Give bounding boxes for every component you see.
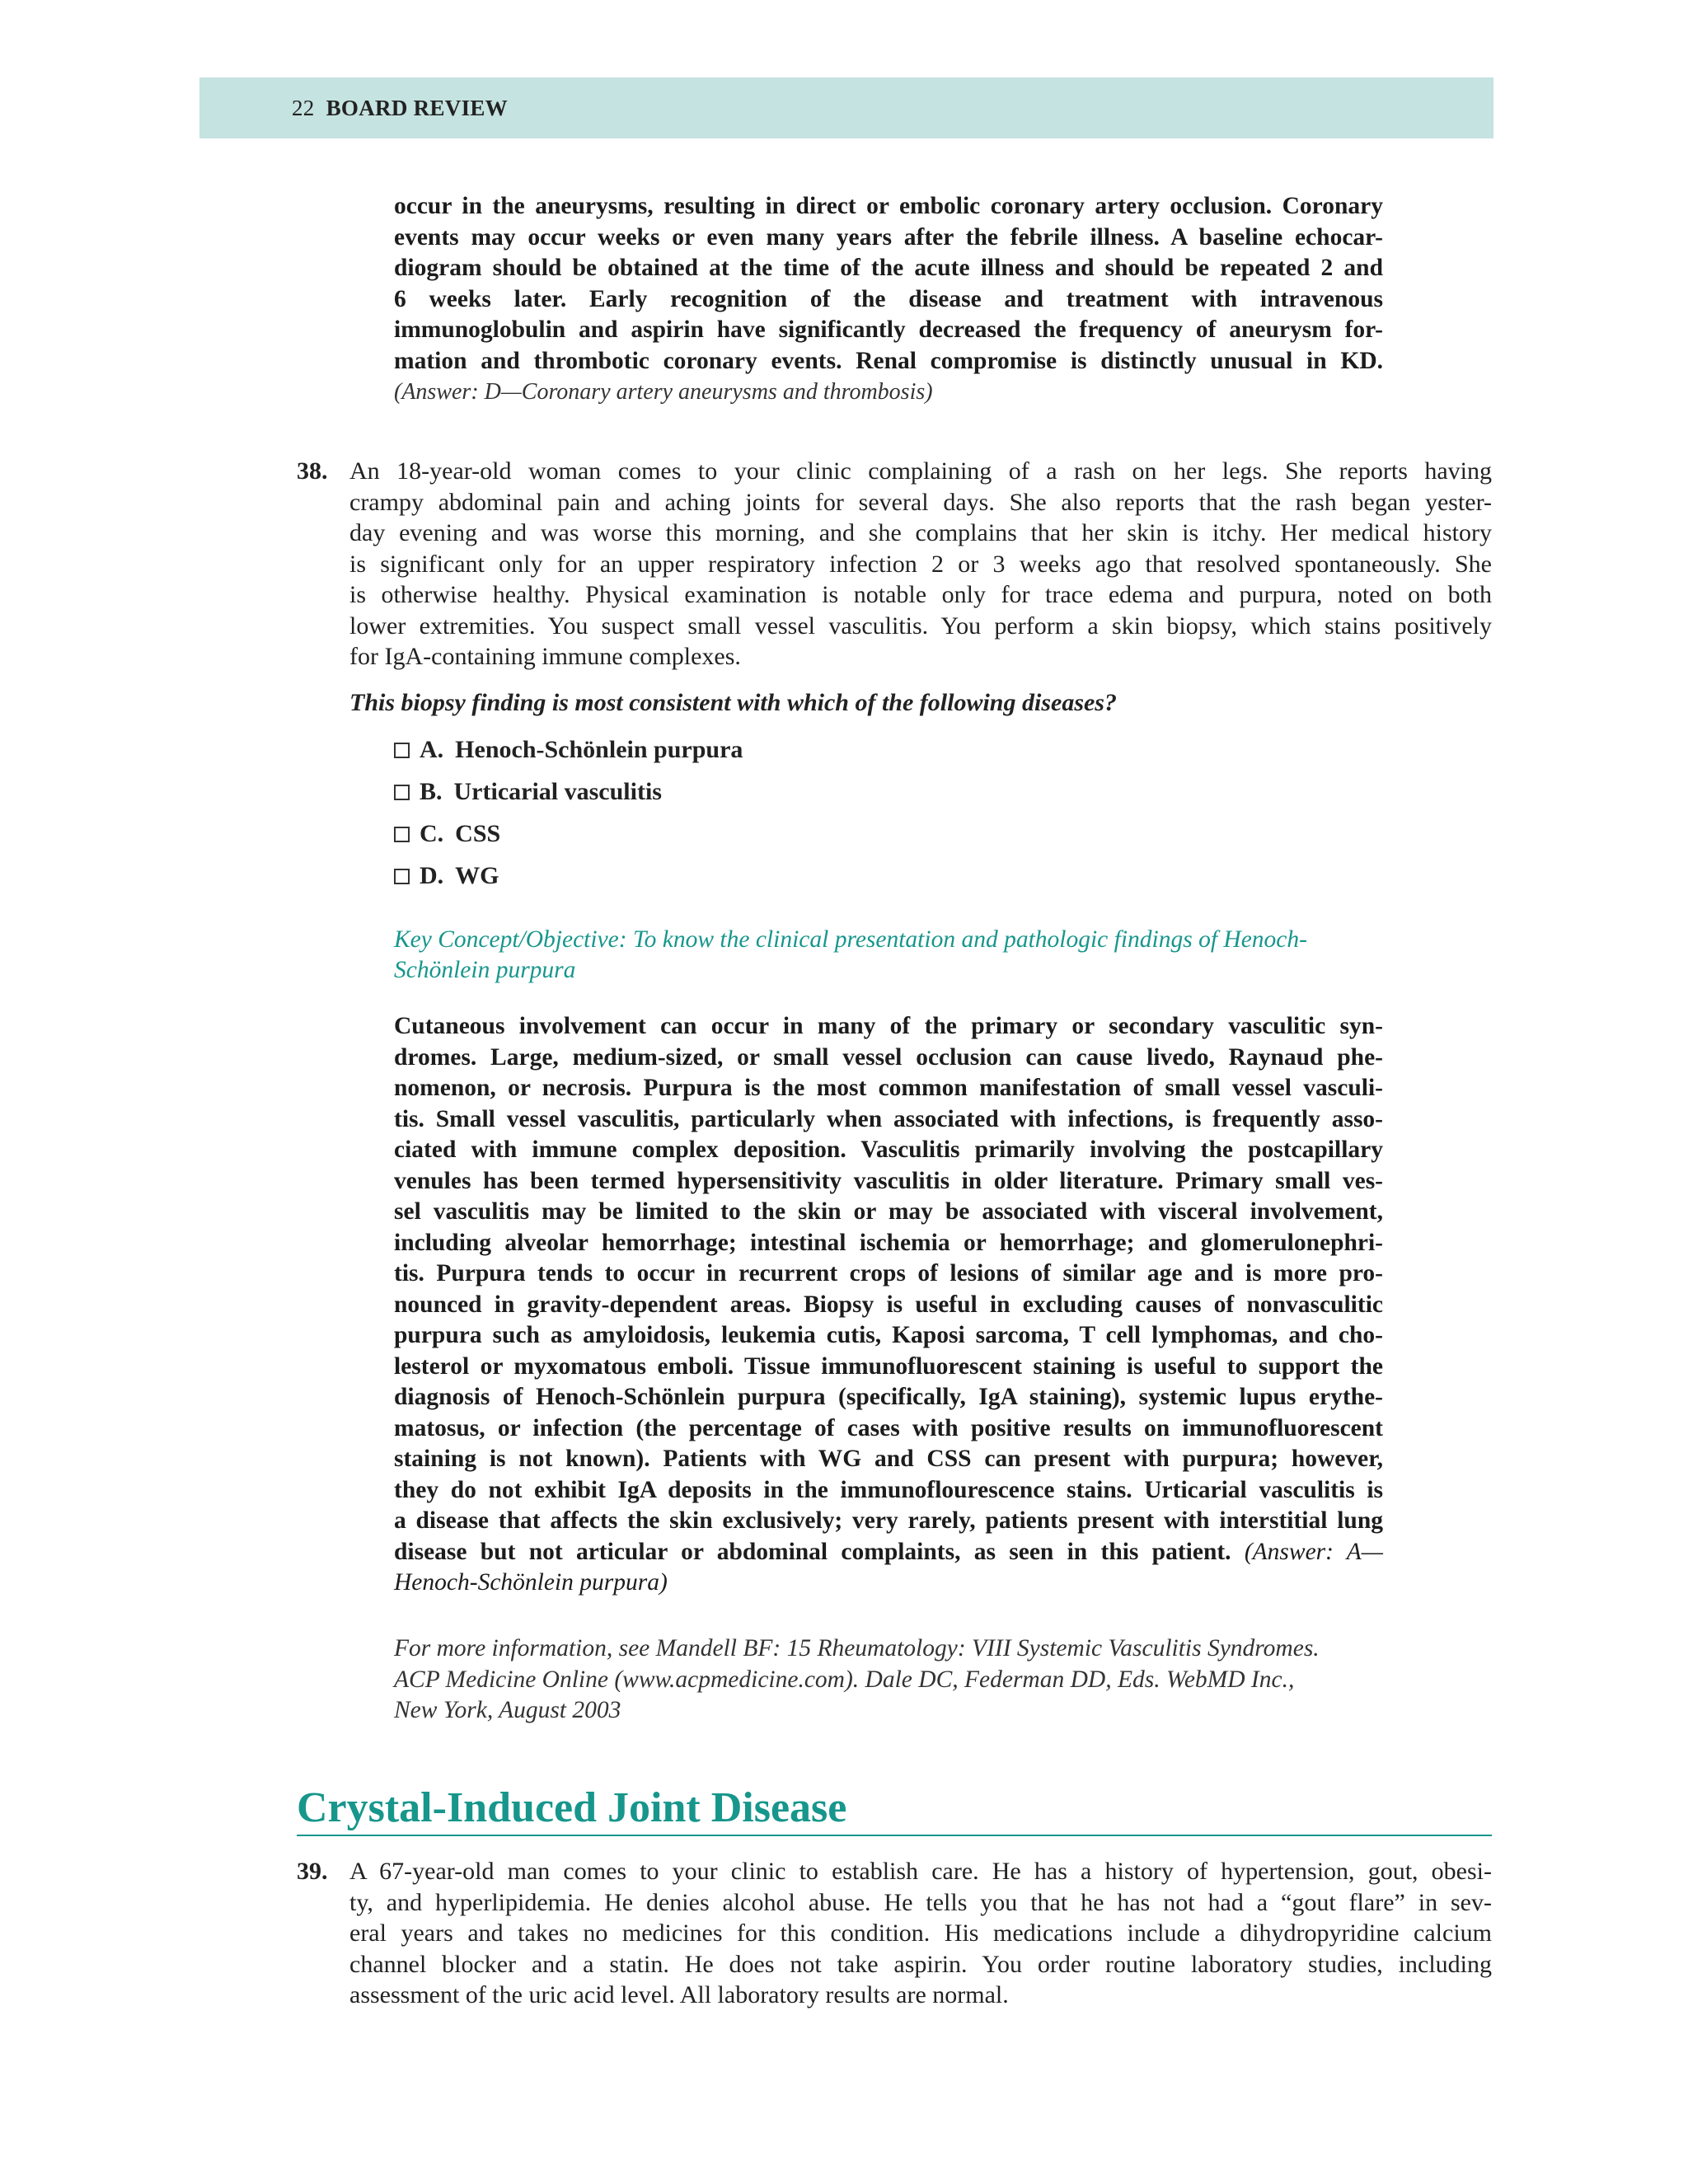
text-line: assessment of the uric acid level. All laboratory results are normal. <box>349 1981 1009 2008</box>
reference-citation <box>394 1633 1408 1727</box>
text-line: mation and thrombotic coronary events. Renal compromise is distinctly unusual in KD. <box>394 347 1383 374</box>
text-line: for IgA-containing immune complexes. <box>349 643 741 670</box>
checkbox-icon[interactable] <box>394 743 410 758</box>
text-line: sel vasculitis may be limited to the skin or may be associated with visceral involvement, <box>394 1198 1383 1225</box>
text-line: ty, and hyperlipidemia. He denies alcohol abuse. He tells you that he has not had a “gout flare” in sev- <box>349 1888 1492 1916</box>
text-line: is otherwise healthy. Physical examination is notable only for trace edema and purpura, noted on both <box>349 581 1492 608</box>
answer-tail: Henoch-Schönlein purpura) <box>394 1569 668 1596</box>
answer-inline: (Answer: A— <box>1244 1538 1383 1565</box>
text-line-with-answer <box>394 1537 1383 1568</box>
choice-letter: B. <box>420 778 443 805</box>
checkbox-icon[interactable] <box>394 827 410 842</box>
text-line: An 18-year-old woman comes to your clinic complaining of a rash on her legs. She reports having <box>349 457 1492 485</box>
text-line: including alveolar hemorrhage; intestinal ischemia or hemorrhage; and glomerulonephri- <box>394 1229 1383 1256</box>
text-line: dromes. Large, medium-sized, or small vessel occlusion can cause livedo, Raynaud phe- <box>394 1043 1383 1071</box>
question-prompt: This biopsy finding is most consistent with which of the following diseases? <box>349 689 1117 716</box>
text-fragment: disease but not articular or abdominal complaints, as seen in this patient. <box>394 1538 1231 1565</box>
text-line: Schönlein purpura <box>394 957 576 983</box>
choice-d[interactable] <box>394 862 499 890</box>
text-line: occur in the aneurysms, resulting in direct or embolic coronary artery occlusion. Coronary <box>394 193 1383 219</box>
running-header-title: BOARD REVIEW <box>326 96 508 120</box>
text-line: eral years and takes no medicines for this condition. His medications include a dihydropyridine calcium <box>349 1919 1492 1947</box>
text-line: purpura such as amyloidosis, leukemia cutis, Kaposi sarcoma, T cell lymphomas, and cho- <box>394 1322 1383 1348</box>
choice-a[interactable] <box>394 736 743 764</box>
choice-text: Urticarial vasculitis <box>453 778 662 805</box>
checkbox-icon[interactable] <box>394 785 410 800</box>
text-line: channel blocker and a statin. He does not take aspirin. You order routine laboratory studies, including <box>349 1950 1492 1978</box>
text-line: crampy abdominal pain and aching joints for several days. She also reports that the rash began yester- <box>349 488 1492 516</box>
text-line: nounced in gravity-dependent areas. Biopsy is useful in excluding causes of nonvasculitic <box>394 1291 1383 1318</box>
text-line: matosus, or infection (the percentage of cases with positive results on immunofluorescent <box>394 1414 1383 1441</box>
text-line: diogram should be obtained at the time of the acute illness and should be repeated 2 and <box>394 255 1383 281</box>
checkbox-icon[interactable] <box>394 869 410 884</box>
text-line: For more information, see Mandell BF: 15 Rheumatology: VIII Systemic Vasculitis Syndromes. <box>394 1635 1320 1661</box>
choice-letter: D. <box>420 862 444 889</box>
question-stem <box>349 456 1492 673</box>
question-stem <box>349 1856 1492 2011</box>
choice-letter: A. <box>420 736 444 763</box>
text-line: lower extremities. You suspect small vessel vasculitis. You perform a skin biopsy, which stains positively <box>349 612 1492 640</box>
question-39 <box>297 1856 1492 2011</box>
text-line: day evening and was worse this morning, and she complains that her skin is itchy. Her medical history <box>349 519 1492 546</box>
text-line: nomenon, or necrosis. Purpura is the most common manifestation of small vessel vasculi- <box>394 1075 1383 1101</box>
text-line: staining is not known). Patients with WG and CSS can present with purpura; however, <box>394 1446 1383 1472</box>
choice-letter: C. <box>420 820 444 847</box>
answer-explanation <box>394 1011 1383 1599</box>
choice-c[interactable] <box>394 820 500 848</box>
choice-text: WG <box>455 862 499 889</box>
question-number: 38. <box>297 457 328 485</box>
text-line: is significant only for an upper respiratory infection 2 or 3 weeks ago that resolved spontaneously. She <box>349 550 1492 578</box>
text-line: tis. Small vessel vasculitis, particularly when associated with infections, is frequently asso- <box>394 1105 1383 1132</box>
text-line: 6 weeks later. Early recognition of the disease and treatment with intravenous <box>394 285 1383 312</box>
text-line: venules has been termed hypersensitivity vasculitis in older literature. Primary small ves- <box>394 1167 1383 1194</box>
text-line: A 67-year-old man comes to your clinic to establish care. He has a history of hypertension, gout, obesi- <box>349 1858 1492 1885</box>
text-line: a disease that affects the skin exclusively; very rarely, patients present with interstitial lung <box>394 1507 1383 1534</box>
text-line: ciated with immune complex deposition. Vasculitis primarily involving the postcapillary <box>394 1137 1383 1163</box>
text-line: immunoglobulin and aspirin have significantly decreased the frequency of aneurysm for- <box>394 316 1383 343</box>
choice-text: CSS <box>455 820 501 847</box>
choice-text: Henoch-Schönlein purpura <box>455 736 743 763</box>
section-heading: Crystal-Induced Joint Disease <box>297 1784 847 1831</box>
question-number: 39. <box>297 1858 328 1885</box>
text-line: Cutaneous involvement can occur in many of the primary or secondary vasculitic syn- <box>394 1013 1383 1039</box>
text-line: tis. Purpura tends to occur in recurrent crops of lesions of similar age and is more pro- <box>394 1260 1383 1286</box>
text-line: Key Concept/Objective: To know the clinical presentation and pathologic findings of Henoch- <box>394 926 1307 953</box>
page-number: 22 <box>292 96 315 120</box>
question-38 <box>297 456 1492 673</box>
text-line: diagnosis of Henoch-Schönlein purpura (specifically, IgA staining), systemic lupus erythe- <box>394 1384 1383 1410</box>
choice-b[interactable] <box>394 778 662 806</box>
text-line: events may occur weeks or even many years after the febrile illness. A baseline echocar- <box>394 223 1383 251</box>
text-line: they do not exhibit IgA deposits in the immunoflourescence stains. Urticarial vasculitis is <box>394 1476 1383 1503</box>
text-line: New York, August 2003 <box>394 1697 621 1723</box>
key-concept <box>394 925 1383 986</box>
running-header <box>292 96 508 121</box>
text-line: lesterol or myxomatous emboli. Tissue immunofluorescent staining is useful to support the <box>394 1352 1383 1380</box>
section-divider <box>297 1835 1492 1836</box>
previous-answer-explanation <box>394 191 1383 377</box>
previous-answer: (Answer: D—Coronary artery aneurysms and thrombosis) <box>394 379 933 405</box>
text-line: ACP Medicine Online (www.acpmedicine.com). Dale DC, Federman DD, Eds. WebMD Inc., <box>394 1666 1295 1693</box>
